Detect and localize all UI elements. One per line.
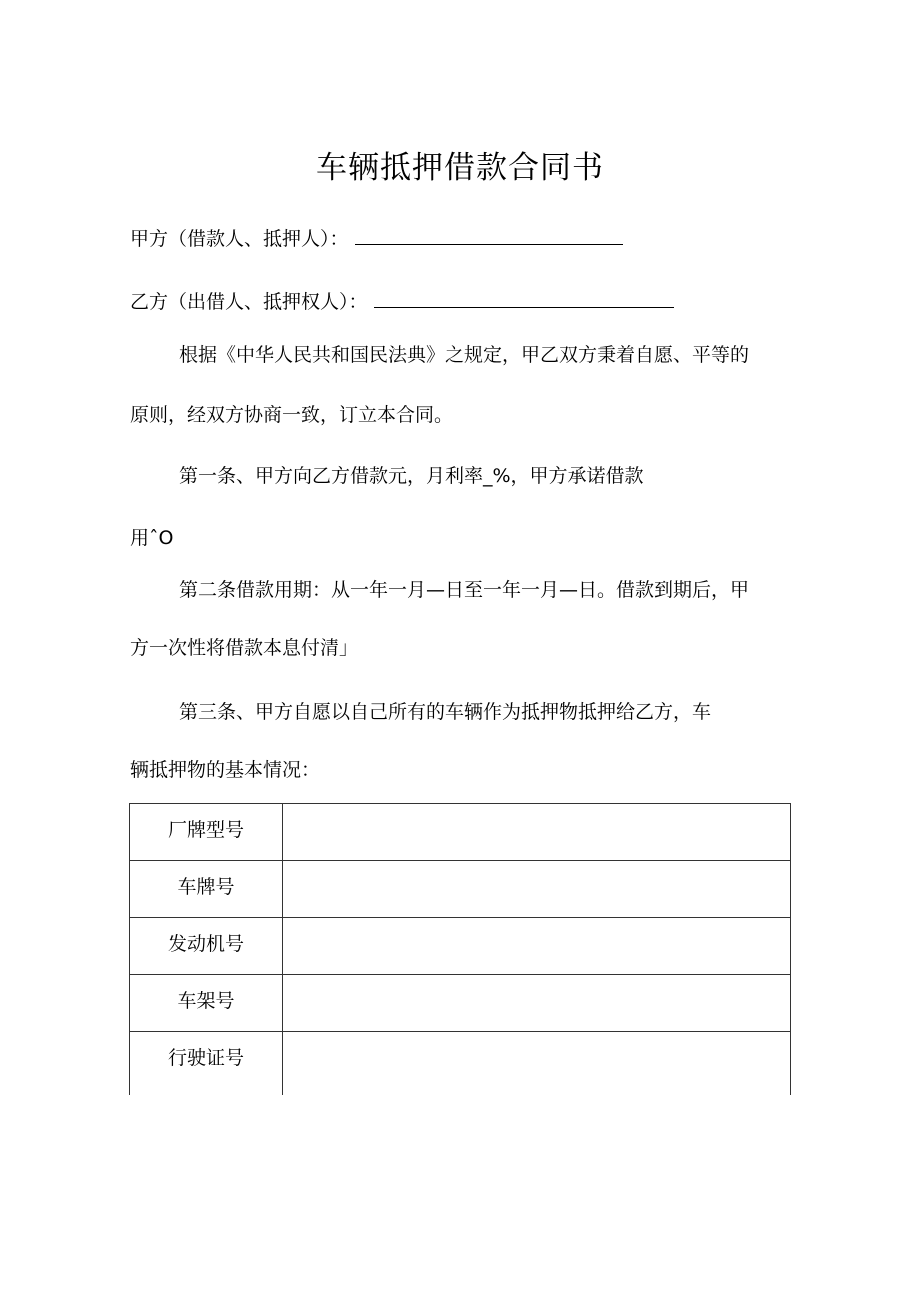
article-2-line-2: 方一次性将借款本息付清」 — [130, 637, 359, 659]
row-value-engine-number[interactable] — [283, 918, 791, 975]
row-value-frame-number[interactable] — [283, 975, 791, 1032]
table-row — [130, 975, 791, 1032]
document-title: 车辆抵押借款合同书 — [316, 150, 604, 186]
party-a-blank[interactable] — [355, 224, 623, 245]
party-a-line — [130, 224, 623, 253]
article-1-line-1: 第一条、甲方向乙方借款元，月利率_%，甲方承诺借款 — [179, 465, 644, 487]
party-b-blank[interactable] — [374, 287, 674, 308]
intro-paragraph-line-1: 根据《中华人民共和国民法典》之规定，甲乙双方秉着自愿、平等的 — [179, 344, 750, 366]
row-label-engine-number: 发动机号 — [130, 918, 283, 975]
party-b-line — [130, 287, 674, 316]
row-label-plate-number: 车牌号 — [130, 861, 283, 918]
table-row — [130, 861, 791, 918]
party-a-label: 甲方（借款人、抵押人）： — [130, 228, 349, 250]
article-2-line-1: 第二条借款用期：从一年一月—日至一年一月—日。借款到期后，甲 — [179, 579, 750, 601]
vehicle-info-table — [129, 803, 791, 1095]
row-value-brand-model[interactable] — [283, 804, 791, 861]
article-1-line-2: 用ˆO — [130, 527, 174, 549]
intro-paragraph-line-2: 原则，经双方协商一致，订立本合同。 — [130, 404, 454, 426]
party-b-label: 乙方（出借人、抵押权人）： — [130, 291, 368, 313]
article-3-line-1: 第三条、甲方自愿以自己所有的车辆作为抵押物抵押给乙方，车 — [179, 701, 712, 723]
article-3-line-2: 辆抵押物的基本情况： — [130, 759, 321, 781]
row-label-license-number: 行驶证号 — [130, 1032, 283, 1095]
row-value-plate-number[interactable] — [283, 861, 791, 918]
table-row — [130, 918, 791, 975]
table-row — [130, 804, 791, 861]
table-row — [130, 1032, 791, 1095]
row-value-license-number[interactable] — [283, 1032, 791, 1095]
row-label-frame-number: 车架号 — [130, 975, 283, 1032]
row-label-brand-model: 厂牌型号 — [130, 804, 283, 861]
